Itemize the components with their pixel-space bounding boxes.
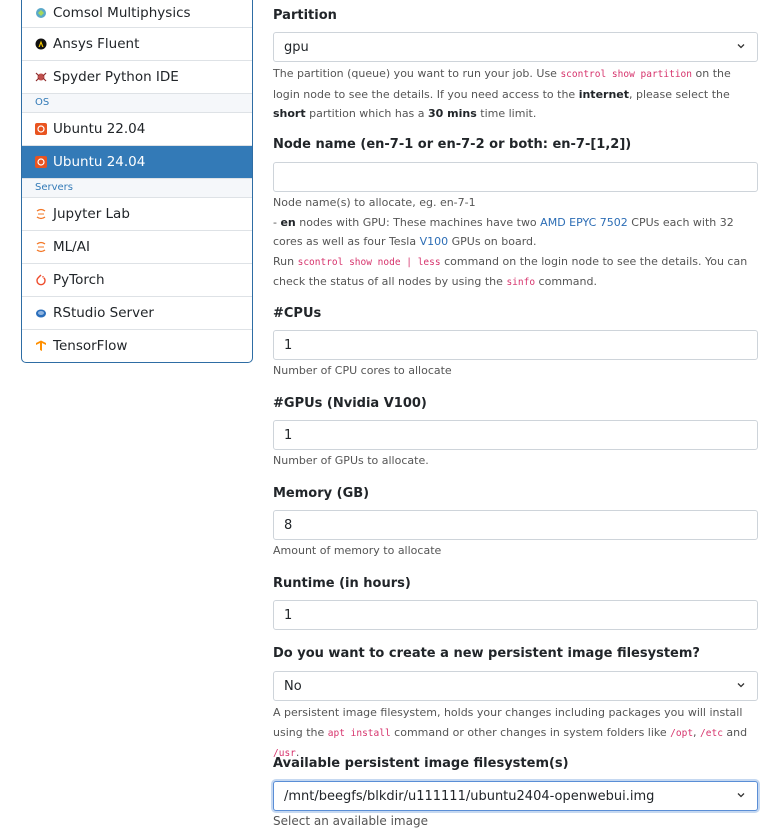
- sidebar-item-label: PyTorch: [53, 272, 105, 288]
- runtime-input[interactable]: 1: [273, 600, 758, 630]
- sidebar-item-label: Spyder Python IDE: [53, 69, 179, 85]
- ansys-icon: [34, 38, 47, 51]
- sidebar-item-label: Comsol Multiphysics: [53, 4, 191, 21]
- sidebar-item-label: TensorFlow: [53, 338, 128, 354]
- sidebar-item-label: Ansys Fluent: [53, 36, 140, 52]
- app-sidebar: [21, 0, 253, 363]
- sidebar-item-label: RStudio Server: [53, 305, 154, 321]
- ubuntu-icon: [34, 123, 47, 136]
- runtime-label: Runtime (in hours): [273, 576, 411, 591]
- sidebar-item-label: Jupyter Lab: [53, 206, 130, 222]
- sidebar-item-ubuntu-2204[interactable]: [22, 113, 252, 146]
- amd-epyc-link[interactable]: AMD EPYC 7502: [540, 215, 628, 229]
- node-name-input[interactable]: [273, 162, 758, 192]
- sidebar-section-servers: Servers: [22, 179, 252, 198]
- sidebar-item-ansys[interactable]: [22, 28, 252, 61]
- available-help: Select an available image: [273, 814, 428, 828]
- sidebar-item-ml-ai[interactable]: [22, 231, 252, 264]
- persistent-help: A persistent image filesystem, holds your changes including packages you will install using the apt install command or other changes in system folders like /opt, /etc and /usr.: [273, 706, 748, 759]
- sidebar-item-rstudio[interactable]: [22, 297, 252, 330]
- sidebar-item-ubuntu-2404[interactable]: [22, 146, 252, 179]
- gpus-label: #GPUs (Nvidia V100): [273, 396, 427, 411]
- partition-value: gpu: [284, 39, 309, 55]
- memory-label: Memory (GB): [273, 486, 370, 501]
- comsol-icon: [34, 6, 47, 19]
- chevron-down-icon: [737, 791, 745, 799]
- node-name-help: Node name(s) to allocate, eg. en-7-1 - en nodes with GPU: These machines have two AMD EPYC 7502 CPUs each with 32 cores as well as four Tesla V100 GPUs on board. Run scontrol show node | less command on the login node to see the details. You can check the status of all nodes by using the sinfo command.: [273, 196, 748, 288]
- gpus-input[interactable]: 1: [273, 420, 758, 450]
- cpus-help: Number of CPU cores to allocate: [273, 364, 452, 377]
- ubuntu-icon: [34, 156, 47, 169]
- sidebar-item-comsol[interactable]: [22, 0, 252, 28]
- v100-link[interactable]: V100: [419, 235, 449, 248]
- memory-input[interactable]: 8: [273, 510, 758, 540]
- pytorch-icon: [34, 274, 47, 287]
- sidebar-item-pytorch[interactable]: [22, 264, 252, 297]
- node-name-label: Node name (en-7-1 or en-7-2 or both: en-7-[1,2]): [273, 137, 632, 152]
- spyder-icon: [34, 71, 47, 84]
- partition-select[interactable]: [273, 32, 758, 62]
- memory-help: Amount of memory to allocate: [273, 544, 442, 557]
- cpus-input[interactable]: 1: [273, 330, 758, 360]
- sidebar-item-label: Ubuntu 24.04: [53, 154, 146, 170]
- partition-label: Partition: [273, 8, 337, 23]
- jupyter-icon: [34, 241, 47, 254]
- tensorflow-icon: [34, 340, 47, 353]
- sidebar-item-label: ML/AI: [53, 239, 90, 255]
- persistent-label: Do you want to create a new persistent image filesystem?: [273, 646, 700, 661]
- jupyter-icon: [34, 208, 47, 221]
- chevron-down-icon: [737, 42, 745, 50]
- sidebar-item-spyder[interactable]: [22, 61, 252, 94]
- rstudio-icon: [34, 307, 47, 320]
- sidebar-section-os: OS: [22, 94, 252, 113]
- sidebar-item-jupyter-lab[interactable]: [22, 198, 252, 231]
- sidebar-item-label: Ubuntu 22.04: [53, 121, 146, 137]
- cpus-label: #CPUs: [273, 306, 322, 321]
- available-image-select[interactable]: /mnt/beegfs/blkdir/u111111/ubuntu2404-openwebui.img: [273, 781, 758, 811]
- gpus-help: Number of GPUs to allocate.: [273, 454, 429, 467]
- persistent-select[interactable]: No: [273, 671, 758, 701]
- available-label: Available persistent image filesystem(s): [273, 756, 569, 771]
- sidebar-item-tensorflow[interactable]: [22, 330, 252, 362]
- partition-help: The partition (queue) you want to run your job. Use scontrol show partition on the login node to see the details. If you need access to the internet, please select the short partition which has a 30 mins time limit.: [273, 67, 731, 120]
- chevron-down-icon: [737, 681, 745, 689]
